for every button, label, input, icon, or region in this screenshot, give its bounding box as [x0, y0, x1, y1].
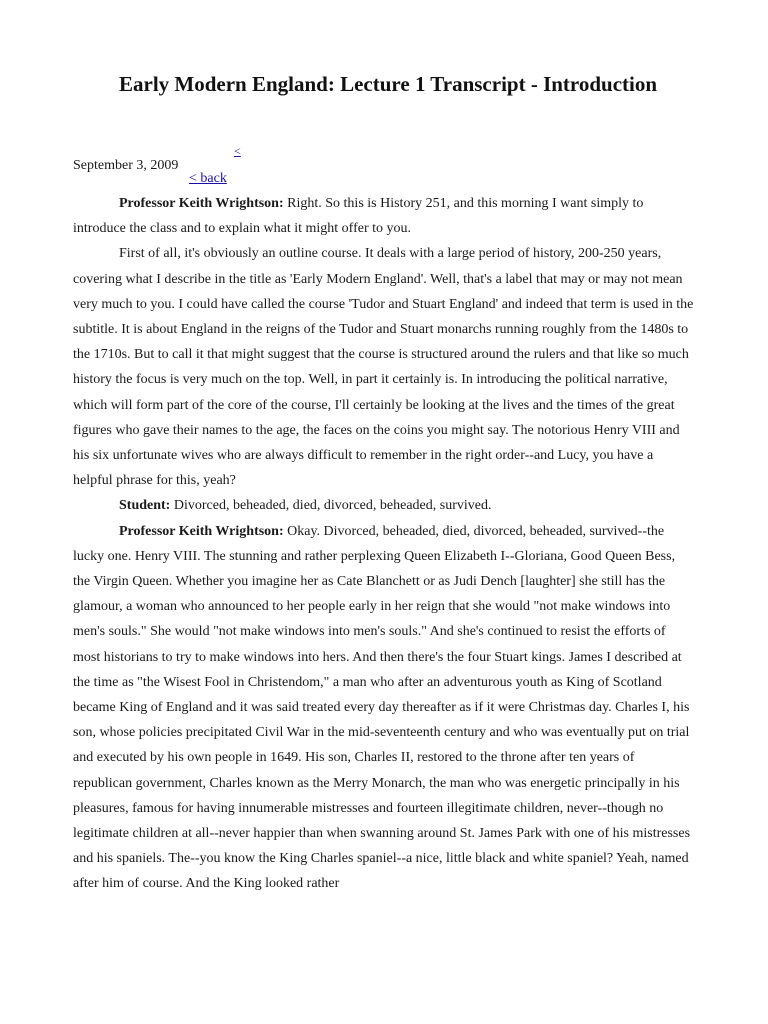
- back-link[interactable]: < back: [189, 171, 227, 186]
- lecture-date: September 3, 2009: [73, 158, 179, 173]
- paragraph-text: Divorced, beheaded, died, divorced, beheaded, survived.: [170, 498, 492, 514]
- transcript-paragraph: [73, 241, 695, 493]
- transcript-paragraph: [73, 519, 695, 897]
- transcript-paragraph: [73, 493, 695, 518]
- paragraph-text: Right. So this is History 251, and this morning I want simply to introduce the class and to explain what it might offer to you.: [73, 196, 644, 237]
- paragraph-text: First of all, it's obviously an outline course. It deals with a large period of history, 200-250 years, covering what I describe in the title as 'Early Modern England'. Well, that's a label that may or may not mean very much to you. I could have called the course 'Tudor and Stuart England' and indeed that term is used in the subtitle. It is about England in the reigns of the Tudor and Stuart monarchs running roughly from the 1480s to the 1710s. But to call it that might suggest that the course is structured around the rulers and that like so much history the focus is very much on the top. Well, in part it certainly is. In introducing the political narrative, which will form part of the core of the course, I'll certainly be looking at the lives and the times of the great figures who gave their names to the age, the faces on the coins you might say. The notorious Henry VIII and his six unfortunate wives who are always difficult to remember in the right order--and Lucy, you have a helpful phrase for this, yeah?: [73, 246, 694, 489]
- speaker-name: Professor Keith Wrightson:: [119, 196, 284, 211]
- transcript-body: [73, 191, 695, 897]
- speaker-name: Professor Keith Wrightson:: [119, 523, 284, 539]
- speaker-name: Student:: [119, 498, 171, 514]
- transcript-paragraph: [73, 191, 695, 241]
- back-arrow-link[interactable]: <: [234, 144, 241, 158]
- page-title: Early Modern England: Lecture 1 Transcript - Introduction: [119, 72, 658, 96]
- paragraph-text: Okay. Divorced, beheaded, died, divorced, beheaded, survived--the lucky one. Henry VIII. The stunning and rather perplexing Queen Elizabeth I--Gloriana, Good Queen Bess, the Virgin Queen. Whether you imagine her as Cate Blanchett or as Judi Dench [laughter] she still has the glamour, a woman who announced to her people early in her reign that she would "not make windows into men's souls." She would "not make windows into men's souls." And she's continued to resist the efforts of most historians to try to make windows into hers. And then there's the four Stuart kings. James I described at the time as "the Wisest Fool in Christendom," a man who after an adventurous youth as King of Scotland became King of England and it was said treated every day thereafter as if it were Christmas day. Charles I, his son, whose policies precipitated Civil War in the mid-seventeenth century and who was eventually put on trial and executed by his own people in 1649. His son, Charles II, restored to the throne after ten years of republican government, Charles known as the Merry Monarch, the man who was energetic principally in his pleasures, famous for having innumerable mistresses and fourteen illegitimate children, never--though no legitimate children at all--never happier than when swanning around St. James Park with one of his mistresses and his spaniels. The--you know the King Charles spaniel--a nice, little black and white spaniel? Yeah, named after him of course. And the King looked rather: [73, 523, 691, 892]
